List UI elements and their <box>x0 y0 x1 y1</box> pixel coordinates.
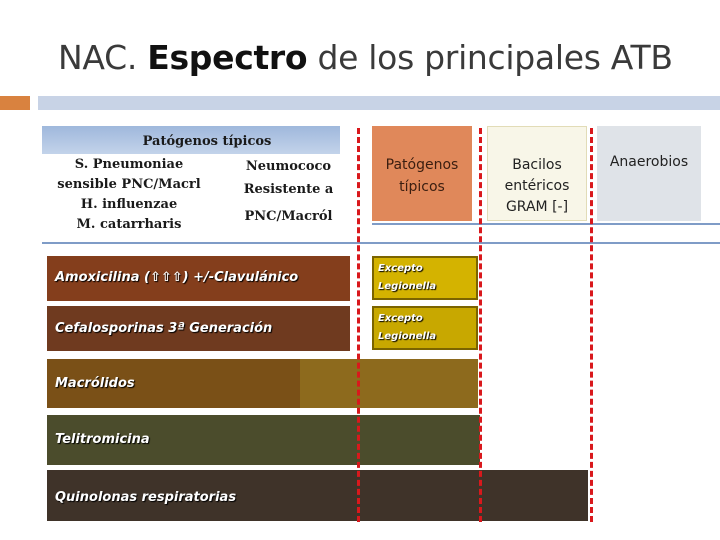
header-rule <box>42 242 720 244</box>
drug-label: Amoxicilina (⇧⇧⇧) +/-Clavulánico <box>55 270 299 285</box>
gram-line3: GRAM [-] <box>505 199 569 215</box>
typical-left-list <box>54 155 204 235</box>
typical-right-list <box>226 155 351 228</box>
column-separator <box>479 128 482 522</box>
column-separator <box>590 128 593 522</box>
exception-box <box>372 306 478 350</box>
pathogen-item: PNC/Macról <box>244 209 333 224</box>
gram-line1: Bacilos <box>512 157 562 173</box>
column-separator <box>357 128 360 522</box>
pathogen-item: M. catarrharis <box>76 217 182 232</box>
atypical-line2: típicos <box>399 179 445 195</box>
title-suffix: de los principales ATB <box>307 38 673 77</box>
drug-bar-quinolonas <box>47 470 588 521</box>
atypical-header <box>372 126 472 221</box>
title-divider-bar <box>38 96 720 110</box>
exception-line1: Excepto <box>378 313 423 324</box>
exception-line2: Legionella <box>378 281 437 292</box>
drug-label: Telitromicina <box>55 432 150 447</box>
title-bold: Espectro <box>147 38 308 77</box>
pathogen-item: H. influenzae <box>80 197 178 212</box>
gram-negative-header <box>487 126 587 221</box>
drug-bar-telitromicina <box>47 415 480 465</box>
drug-label: Cefalosporinas 3ª Generación <box>55 321 273 336</box>
drug-bar-amoxicilina <box>47 256 350 301</box>
exception-line2: Legionella <box>378 331 437 342</box>
pathogen-item: Neumococo <box>245 159 332 174</box>
drug-label: Quinolonas respiratorias <box>55 490 237 505</box>
page-title <box>58 38 673 77</box>
drug-bar-macrolidos-extension <box>300 359 478 408</box>
header-rule <box>372 223 720 225</box>
gram-line2: entéricos <box>504 178 570 194</box>
drug-label: Macrólidos <box>55 376 135 391</box>
atypical-line1: Patógenos <box>385 157 459 173</box>
title-prefix: NAC. <box>58 38 148 77</box>
typical-header: Patógenos típicos <box>142 134 272 149</box>
drug-bar-macrolidos <box>47 359 300 408</box>
pathogen-item: S. Pneumoniae <box>74 157 184 172</box>
exception-box <box>372 256 478 300</box>
pathogen-item: Resistente a <box>243 182 334 197</box>
drug-bar-cefalosporinas <box>47 306 350 351</box>
exception-line1: Excepto <box>378 263 423 274</box>
anaerobes-label: Anaerobios <box>609 154 689 170</box>
title-accent-bar <box>0 96 30 110</box>
pathogen-item: sensible PNC/Macrl <box>57 177 201 192</box>
anaerobes-header <box>597 126 701 221</box>
